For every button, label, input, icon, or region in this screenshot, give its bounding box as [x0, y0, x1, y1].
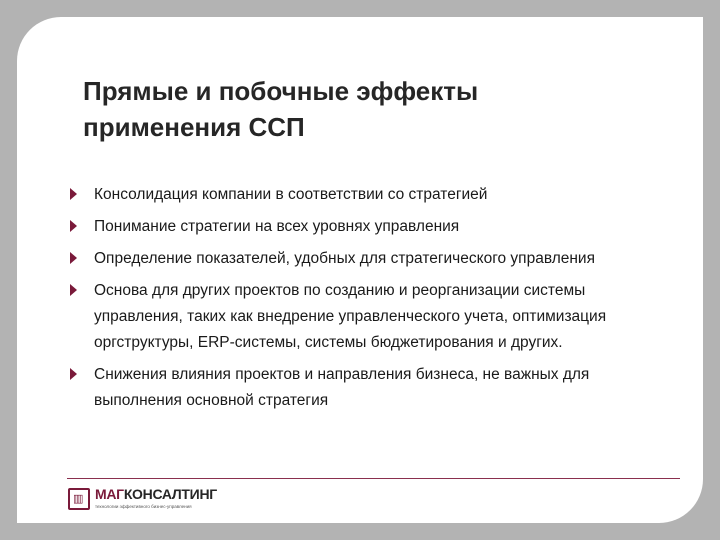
- slide-title-line-2: применения ССП: [83, 112, 305, 142]
- bullet-item: [68, 362, 678, 414]
- bullet-list: [68, 182, 678, 420]
- bullet-arrow-icon: [70, 284, 77, 296]
- slide-title: [83, 73, 683, 145]
- bullet-text: Основа для других проектов по созданию и реорганизации системы управления, таких как внедрение управленческого учета, оптимизация оргструктуры, ERP-системы, системы бюджетирования и других.: [94, 282, 607, 351]
- bullet-text: Консолидация компании в соответствии со стратегией: [94, 186, 488, 203]
- bullet-item: [68, 278, 678, 356]
- company-logo: [68, 486, 228, 514]
- logo-name-part-1: МАГ: [95, 486, 124, 502]
- bullet-arrow-icon: [70, 188, 77, 200]
- slide-title-line-1: Прямые и побочные эффекты: [83, 76, 479, 106]
- bullet-text: Определение показателей, удобных для стратегического управления: [94, 250, 595, 267]
- logo-name: [95, 486, 217, 502]
- bullet-text: Снижения влияния проектов и направления бизнеса, не важных для выполнения основной стратегия: [94, 366, 590, 409]
- bullet-arrow-icon: [70, 220, 77, 232]
- bullet-item: [68, 214, 678, 240]
- bullet-arrow-icon: [70, 252, 77, 264]
- bullet-arrow-icon: [70, 368, 77, 380]
- logo-name-part-2: КОНСАЛТИНГ: [123, 486, 217, 502]
- logo-tagline: технологии эффективного бизнес-управления: [95, 504, 192, 509]
- building-logo-icon: ▥: [68, 488, 90, 510]
- footer-divider: [67, 478, 680, 479]
- bullet-text: Понимание стратегии на всех уровнях управления: [94, 218, 460, 235]
- bullet-item: [68, 182, 678, 208]
- bullet-item: [68, 246, 678, 272]
